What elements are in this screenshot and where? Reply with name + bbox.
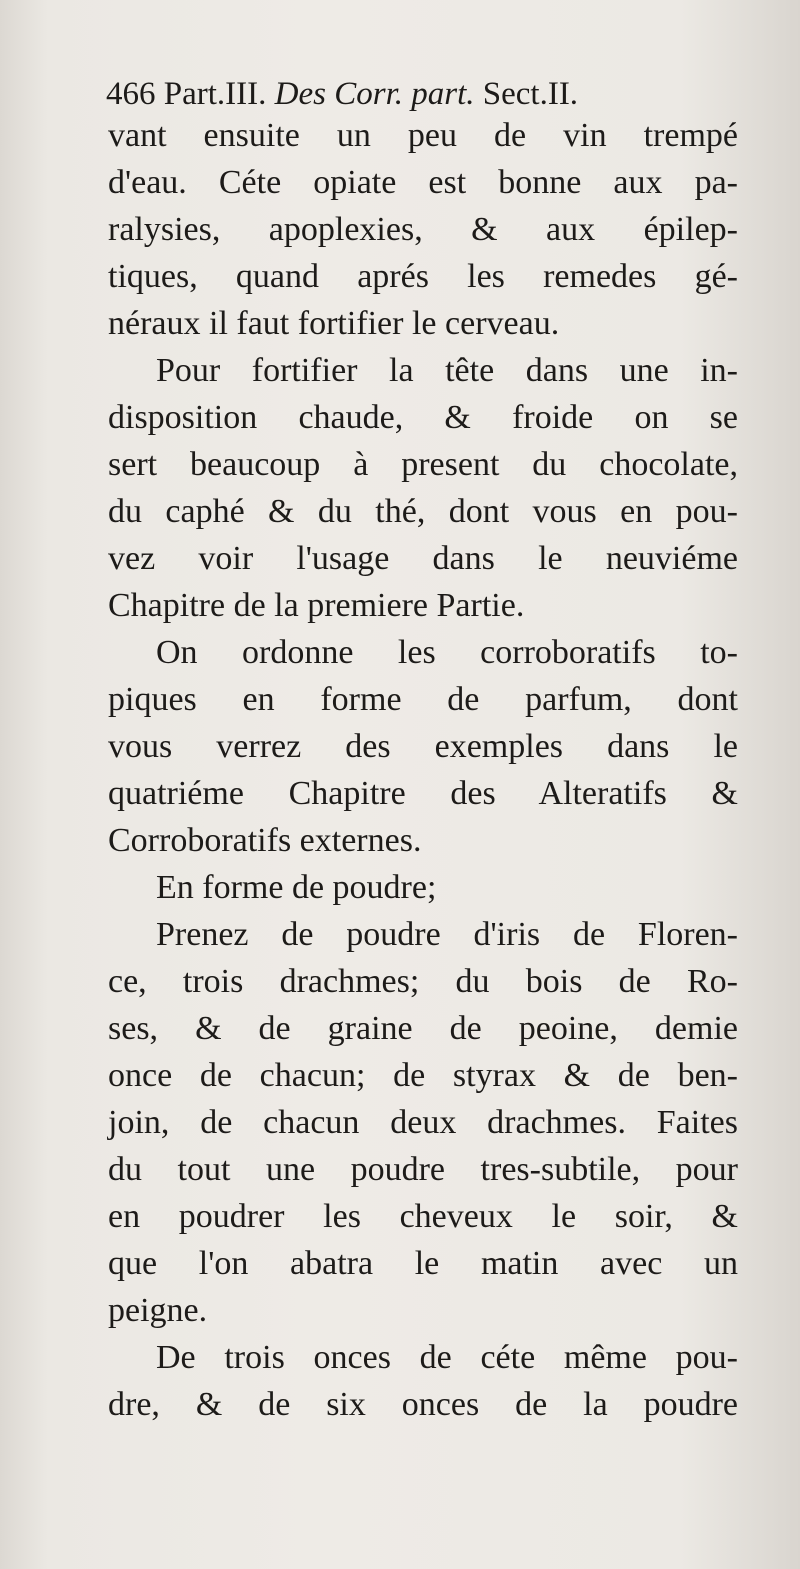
text-line: ralysies, apoplexies, & aux épilep- [108,211,738,248]
text-line: vant ensuite un peu de vin trempé [108,117,738,154]
text-line: dre, & de six onces de la poudre [108,1386,738,1423]
text-line: Prenez de poudre d'iris de Floren- [156,916,738,953]
text-line: De trois onces de céte même pou- [156,1339,738,1376]
section-label: Sect.II. [482,76,579,112]
running-head [106,74,706,114]
page-number: 466 [106,76,156,112]
text-line: que l'on abatra le matin avec un [108,1245,738,1282]
body-text [108,112,738,1428]
text-line: vez voir l'usage dans le neuviéme [108,540,738,577]
text-line: En forme de poudre; [156,869,437,906]
text-line: ses, & de graine de peoine, demie [108,1010,738,1047]
text-line: du caphé & du thé, dont vous en pou- [108,493,738,530]
text-line: once de chacun; de styrax & de ben- [108,1057,738,1094]
text-line: disposition chaude, & froide on se [108,399,738,436]
text-line: Pour fortifier la tête dans une in- [156,352,738,389]
text-line: néraux il faut fortifier le cerveau. [108,305,560,342]
text-line: tiques, quand aprés les remedes gé- [108,258,738,295]
text-line: peigne. [108,1292,208,1329]
text-line: quatriéme Chapitre des Alteratifs & [108,775,738,812]
text-line: On ordonne les corroboratifs to- [156,634,738,671]
text-line: ce, trois drachmes; du bois de Ro- [108,963,738,1000]
text-line: Corroboratifs externes. [108,822,422,859]
text-line: en poudrer les cheveux le soir, & [108,1198,738,1235]
text-line: piques en forme de parfum, dont [108,681,738,718]
text-line: du tout une poudre tres-subtile, pour [108,1151,738,1188]
text-line: Chapitre de la premiere Partie. [108,587,525,624]
text-line: join, de chacun deux drachmes. Faites [108,1104,738,1141]
text-line: sert beaucoup à present du chocolate, [108,446,738,483]
part-label: Part.III. [163,76,267,112]
text-line: vous verrez des exemples dans le [108,728,738,765]
text-line: d'eau. Céte opiate est bonne aux pa- [108,164,738,201]
chapter-label: Des Corr. part. [274,76,475,112]
